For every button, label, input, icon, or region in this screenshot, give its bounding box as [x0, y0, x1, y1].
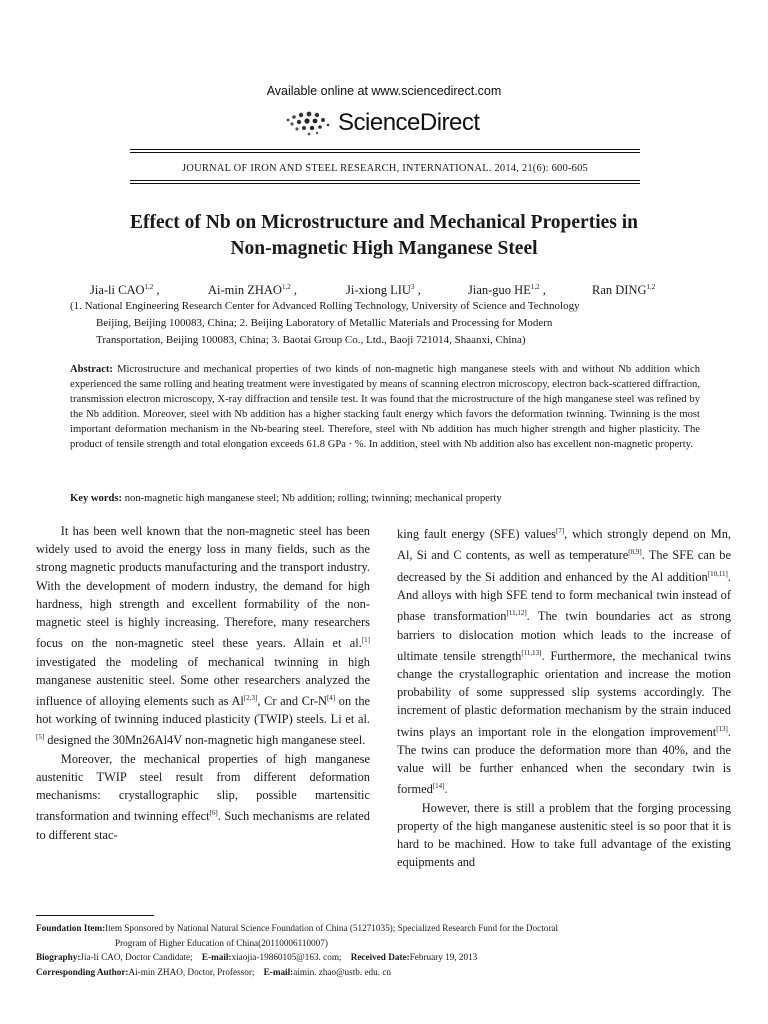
paper-title — [40, 210, 728, 262]
corresponding-author: Corresponding Author:Ai-min ZHAO, Doctor, Professor; E-mail:aimin. zhao@ustb. edu. cn — [36, 966, 391, 977]
sciencedirect-brand: ScienceDirect — [338, 109, 480, 136]
citation-ref[interactable]: [2,3] — [243, 693, 258, 702]
header-rule-bottom-2 — [130, 183, 640, 184]
body-paragraph: It has been well known that the non-magnetic steel has been widely used to avoid the energy loss in many fields, such as the strong magnetic products manufacturing and the transport industry. With the development of modern industry, the demand for high hardness, high strength and excellent formability of the non-magnetic steel is highly increasing. Therefore, many researchers focus on the non-magnetic steel these years. Allain et al.[1] investigated the modeling of mechanical twinning in high manganese austenitic steel. Some other researchers analyzed the influence of alloying elements such as Al[2,3], Cr and Cr-N[4] on the hot working of twinning induced plasticity (TWIP) steels. Li et al.[5] designed the 30Mn26Al4V non-magnetic high manganese steel. — [36, 524, 371, 748]
foundation-item: Foundation Item:Item Sponsored by National Natural Science Foundation of China (51271035); Specialized Research Fund for the Doctoral — [36, 923, 559, 933]
author: Jia-li CAO$^{1,2}$ , — [90, 283, 160, 298]
body-paragraph: king fault energy (SFE) values[7], which strongly depend on Mn, Al, Si and C contents, as well as temperature[8,9]. The SFE can be decreased by the Si addition and enhanced by the Al addition[10,11]. And alloys with high SFE tend to form mechanical twin instead of phase transformation[11,12]. The twin boundaries act as strong barriers to dislocation motion which leads to the increase of ultimate tensile strength[11,13]. Furthermore, the mechanical twins change the crystallographic orientation and increase the motion probability of some suppressed slip systems accordingly. The increment of plastic deformation mechanism by the strain induced twins plays an important role in the elongation improvement[13]. The twins can produce the deformation more than 40%, and the value will be further enhanced when the secondary twin is formed[14]. — [397, 527, 732, 797]
citation-ref[interactable]: [6] — [209, 809, 218, 818]
citation-ref[interactable]: [10,11] — [707, 569, 728, 578]
citation-ref[interactable]: [4] — [326, 693, 336, 702]
author: Ran DING$^{1,2}$ — [592, 283, 656, 298]
citation-ref[interactable]: [7] — [555, 527, 565, 535]
citation-ref[interactable]: [8,9] — [628, 548, 642, 557]
citation-ref[interactable]: [11,13] — [521, 648, 542, 657]
body-column-right — [397, 522, 731, 872]
affiliation-line: (1. National Engineering Research Center for Advanced Rolling Technology, University of Science and Technology — [70, 300, 580, 312]
foundation-item-cont: Program of Higher Education of China(20110006110007) — [115, 937, 328, 948]
body-column-left — [36, 522, 370, 844]
title-line: Non-magnetic High Manganese Steel — [230, 238, 538, 259]
sciencedirect-dots-icon — [282, 108, 338, 138]
available-online-text: Available online at www.sciencedirect.com — [266, 84, 502, 98]
body-paragraph: Moreover, the mechanical properties of high manganese austenitic TWIP steel result from different deformation mechanisms: crystallographic slip, possible martensitic transformation and twinning effect[6]. Such mechanisms are related to different stac- — [36, 751, 370, 842]
bio-email-link[interactable]: xiaojia-19860105@163. com; — [231, 952, 342, 963]
author-list — [90, 283, 655, 298]
sciencedirect-logo — [282, 106, 480, 140]
affiliation-line: Beijing, Beijing 100083, China; 2. Beijing Laboratory of Metallic Materials and Processing for Modern — [96, 317, 553, 329]
footnote-rule — [36, 915, 154, 916]
footnotes — [36, 921, 736, 979]
author: Ai-min ZHAO$^{1,2}$ , — [208, 283, 297, 298]
abstract — [70, 363, 700, 452]
biography: Biography:Jia-li CAO, Doctor Candidate; E-mail:xiaojia-19860105@163. com; Received Date:February 19, 2013 — [36, 952, 478, 963]
header-rule-bottom — [130, 180, 640, 181]
author: Ji-xiong LIU$^3$ , — [346, 283, 421, 298]
corr-email-link[interactable]: aimin. zhao@ustb. edu. cn — [293, 966, 391, 977]
citation-ref[interactable]: [11,12] — [506, 609, 527, 618]
keywords-label: Key words: — [70, 493, 123, 504]
journal-citation: JOURNAL OF IRON AND STEEL RESEARCH, INTERNATIONAL. 2014, 21(6): 600-605 — [182, 163, 588, 174]
keywords — [70, 493, 700, 504]
affiliation-line: Transportation, Beijing 100083, China; 3. Baotai Group Co., Ltd., Baoji 721014, Shaanxi, China) — [96, 334, 526, 346]
citation-ref[interactable]: [1] — [361, 636, 370, 645]
citation-ref[interactable]: [13] — [716, 724, 728, 733]
abstract-text: Microstructure and mechanical properties of two kinds of non-magnetic high manganese steels with and without Nb addition which experienced the same rolling and heating treatment were investigated by means of scanning electron microscopy, electron back-scattered diffraction, transmission electron microscopy, X-ray diffraction and tensile test. It was found that the microstructure of the high manganese steel was refined by the Nb addition. Moreover, steel with Nb addition has a higher stacking fault energy which favors the deformation twinning. Twinning is the most important deformation mechanism in the Nb-bearing steel. Therefore, steel with Nb addition has much higher strength and higher plasticity. The product of tensile strength and total elongation exceeds 61.8 GPa · %. In addition, steel with Nb addition also has excellent non-magnetic property. — [70, 364, 700, 450]
abstract-label: Abstract: — [70, 364, 113, 375]
author: Jian-guo HE$^{1,2}$ , — [468, 283, 546, 298]
title-line: Effect of Nb on Microstructure and Mechanical Properties in — [130, 212, 638, 233]
keywords-text: non-magnetic high manganese steel; Nb addition; rolling; twinning; mechanical property — [124, 493, 502, 504]
citation-ref[interactable]: [14] — [432, 782, 445, 791]
body-paragraph: However, there is still a problem that the forging processing property of the high manganese austenitic steel is so poor that it is hard to be machined. How to take full advantage of the existing equipments and — [397, 800, 731, 870]
affiliations — [70, 298, 710, 349]
citation-ref[interactable]: [5] — [36, 733, 45, 742]
header-rule-top-2 — [130, 152, 640, 153]
header-rule-top — [130, 149, 640, 150]
